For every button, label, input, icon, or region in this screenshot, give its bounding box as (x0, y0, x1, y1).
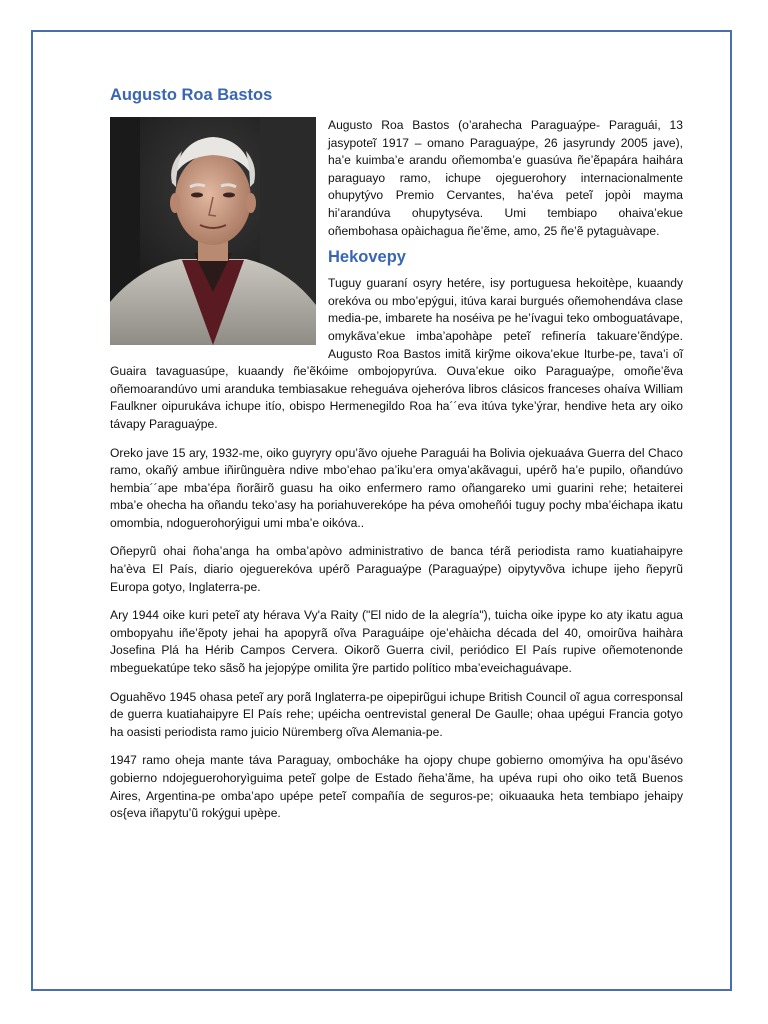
page-title: Augusto Roa Bastos (110, 86, 273, 104)
portrait-photo (110, 117, 316, 345)
paragraph: Oreko jave 15 ary, 1932-me, oiko guyryry opu’ãvo ojuehe Paraguái ha Bolivia ojekuaáva Guerra del Chaco ramo, okañý ambue iñirũnguèra ndive mbo’ehao pa’iku’era omya’akãvagui, upérõ ha’e pupilo, oñandúvo hembia´´ape mba’épa ñorãirõ guasu ha oiko enfermero ramo oñangareko umi guarini rehe; hetaiterei mba’e ohecha ha oñandu teko’asy ha poriahuverekópe ha péva omoheñói tuguy pochy mba’éichapa ikatu omombia, ndoguerohorýigui umi mba’e oikóva.. (110, 445, 683, 530)
paragraph: Oguahẽvo 1945 ohasa peteĩ ary porã Inglaterra-pe oipepirũgui ichupe British Council oĩ agua corresponsal de guerra kuatiahaipyre El País rehe; upéicha oentrevistal general De Gaulle; ohaa upégui Francia gotyo ha oasisti periodista ramo juicio Nüremberg oĩva Alemania-pe. (110, 689, 683, 739)
paragraph: Ary 1944 oike kuri peteĩ aty hérava Vy'a Raity ("El nido de la alegría"), tuicha oike ipype ko aty ikatu agua ombopyahu iñe’ẽpoty jehai ha apopyrã oĩva Paraguáipe oje’ehàicha década del 40, omoirũva haihàra Josefina Plá ha Hérib Campos Cervera. Oikorõ Guerra civil, periódico El País rupive oñemotenonde mbeguekatúpe teko sãsõ ha jejopýpe omilita ỹre partido político mba’eveichaguávape. (110, 608, 683, 676)
intro-paragraph: Augusto Roa Bastos (o’arahecha Paraguaýpe- Paraguái, 13 jasypoteĩ 1917 – omano Paraguaýpe, 26 jasyrundy 2005 jave), ha’e kuimba’e arandu oñemomba’e guasúva ñe’ẽpapára haihára paraguayo ramo, ichupe ojeguerohory internacionalmente ohupytývo Premio Cervantes, ha’éva peteĩ jopòi mayma hi’arandúva ohupytyséva. Umi tembiapo ohaiva’ekue oñembohasa opàichagua ñe’ẽme, amo, 25 ñe’ẽ pytaguàvape. (328, 118, 683, 238)
document-body (110, 84, 683, 834)
section-heading: Hekovepy (328, 248, 406, 267)
paragraph: Tuguy guaraní osyry hetére, isy portuguesa hekoitèpe, kuaandy orekóva ou mbo’epýgui, itúva karai burgués oñemohendáva clase media-pe, imbarete ha noséiva pe he’ívagui teko omboguatávape, omyka̋va’ekue imba’apohàpe peteĩ refinería takuare’ẽndýpe. Augusto Roa Bastos imitã kirỹme oikova’ekue Iturbe-pe, tava’i oĩ Guaira tavaguasúpe, kuaandy ñe’ẽkóime ombojopyrúva. Ouva’ekue oiko Paraguaýpe, omoñe’ẽva oñemoarandúvo umi aranduka tembiasakue reheguáva ojeheróva libros clásicos franceses ohaíva William Faulkner oipurukáva ichupe itío, obispo Hermenegildo Roa ha´´eva itúva tyke’ýrar, hendive heta ary oiko távapy Paraguaýpe. (110, 276, 683, 431)
paragraph: Oñepyrũ ohai ñoha’anga ha omba’apòvo administrativo de banca térã periodista ramo kuatiahaipyre ha’èva El País, diario ojeguerekóva upérõ Paraguaýpe (Paraguaýpe) oipytyvõva ichupe ijeho ñepyrũ Europa gotyo, Inglaterra-pe. (110, 544, 683, 594)
paragraph: 1947 ramo oheja mante táva Paraguay, ombocháke ha ojopy chupe gobierno omomýiva ha opu’ãsévo gobierno ndojeguerohoryìguima peteĩ golpe de Estado ñeha’ãme, ha upéva rupi oho oiko tetã Buenos Aires, Argentina-pe omba’apo upépe peteĩ compañía de seguros-pe; oikuaauka heta tembiapo jehaipy os{eva iñapytu’ũ rokýgui upèpe. (110, 753, 683, 821)
